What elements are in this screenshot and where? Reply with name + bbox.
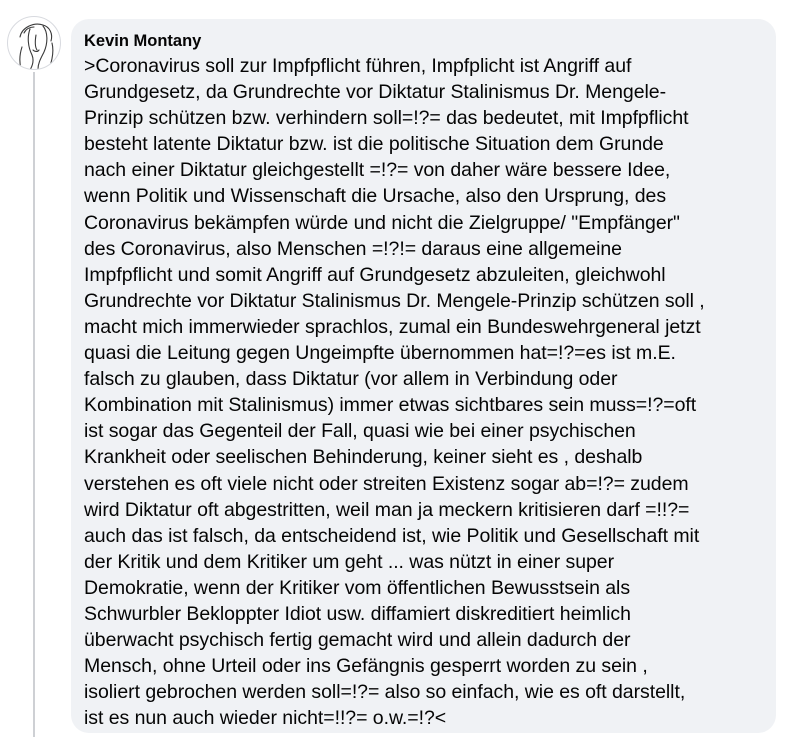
comment-text: >Coronavirus soll zur Impfpflicht führen, Impfplicht ist Angriff auf Grundgesetz, da Grundrechte vor Diktatur Stalinismus Dr. Mengele- Prinzip schützen bzw. verhindern soll=!?= das bedeutet, mit Impfpflicht besteht latente Diktatur bzw. ist die politische Situation dem Grunde nach einer Diktatur gleichgestellt =!?= von daher wäre bessere Idee, wenn Politik und Wissenschaft die Ursache, also den Ursprung, des Coronavirus bekämpfen würde und nicht die Zielgruppe/ "Empfänger" des Coronavirus, also Menschen =!?!= daraus eine allgemeine Impfpflicht und somit Angriff auf Grundgesetz abzuleiten, gleichwohl Grundrechte vor Diktatur Stalinismus Dr. Mengele-Prinzip schützen soll , macht mich immerwieder sprachlos, zumal ein Bundeswehrgeneral jetzt quasi die Leitung gegen Ungeimpfte übernommen hat=!?=es ist m.E. falsch zu glauben, dass Diktatur (vor allem in Verbindung oder Kombination mit Stalinismus) immer etwas sichtbares sein muss=!?=oft ist sogar das Gegenteil der Fall, quasi wie bei einer psychischen Krankheit oder seelischen Behinderung, keiner sieht es , deshalb verstehen es oft viele nicht oder streiten Existenz sogar ab=!?= zudem wird Diktatur oft abgestritten, weil man ja meckern kritisieren darf =!!?= auch das ist falsch, da entscheidend ist, wie Politik und Gesellschaft mit der Kritik und dem Kritiker um geht ... was nützt in einer super Demokratie, wenn der Kritiker vom öffentlichen Bewusstsein als Schwurbler Bekloppter Idiot usw. diffamiert diskreditiert heimlich überwacht psychisch fertig gemacht wird und allein dadurch der Mensch, ohne Urteil oder ins Gefängnis gesperrt worden zu sein , isoliert gebrochen werden soll=!?= also so einfach, wie es oft darstellt, ist es nun auch wieder nicht=!!?= o.w.=!?<: [84, 55, 705, 730]
sketch-portrait-avatar-icon: [8, 17, 61, 70]
avatar[interactable]: [7, 16, 61, 70]
reply-thread-line: [33, 72, 35, 737]
comment-author-name[interactable]: Kevin Montany: [84, 32, 202, 50]
comment-bubble: [71, 19, 776, 733]
